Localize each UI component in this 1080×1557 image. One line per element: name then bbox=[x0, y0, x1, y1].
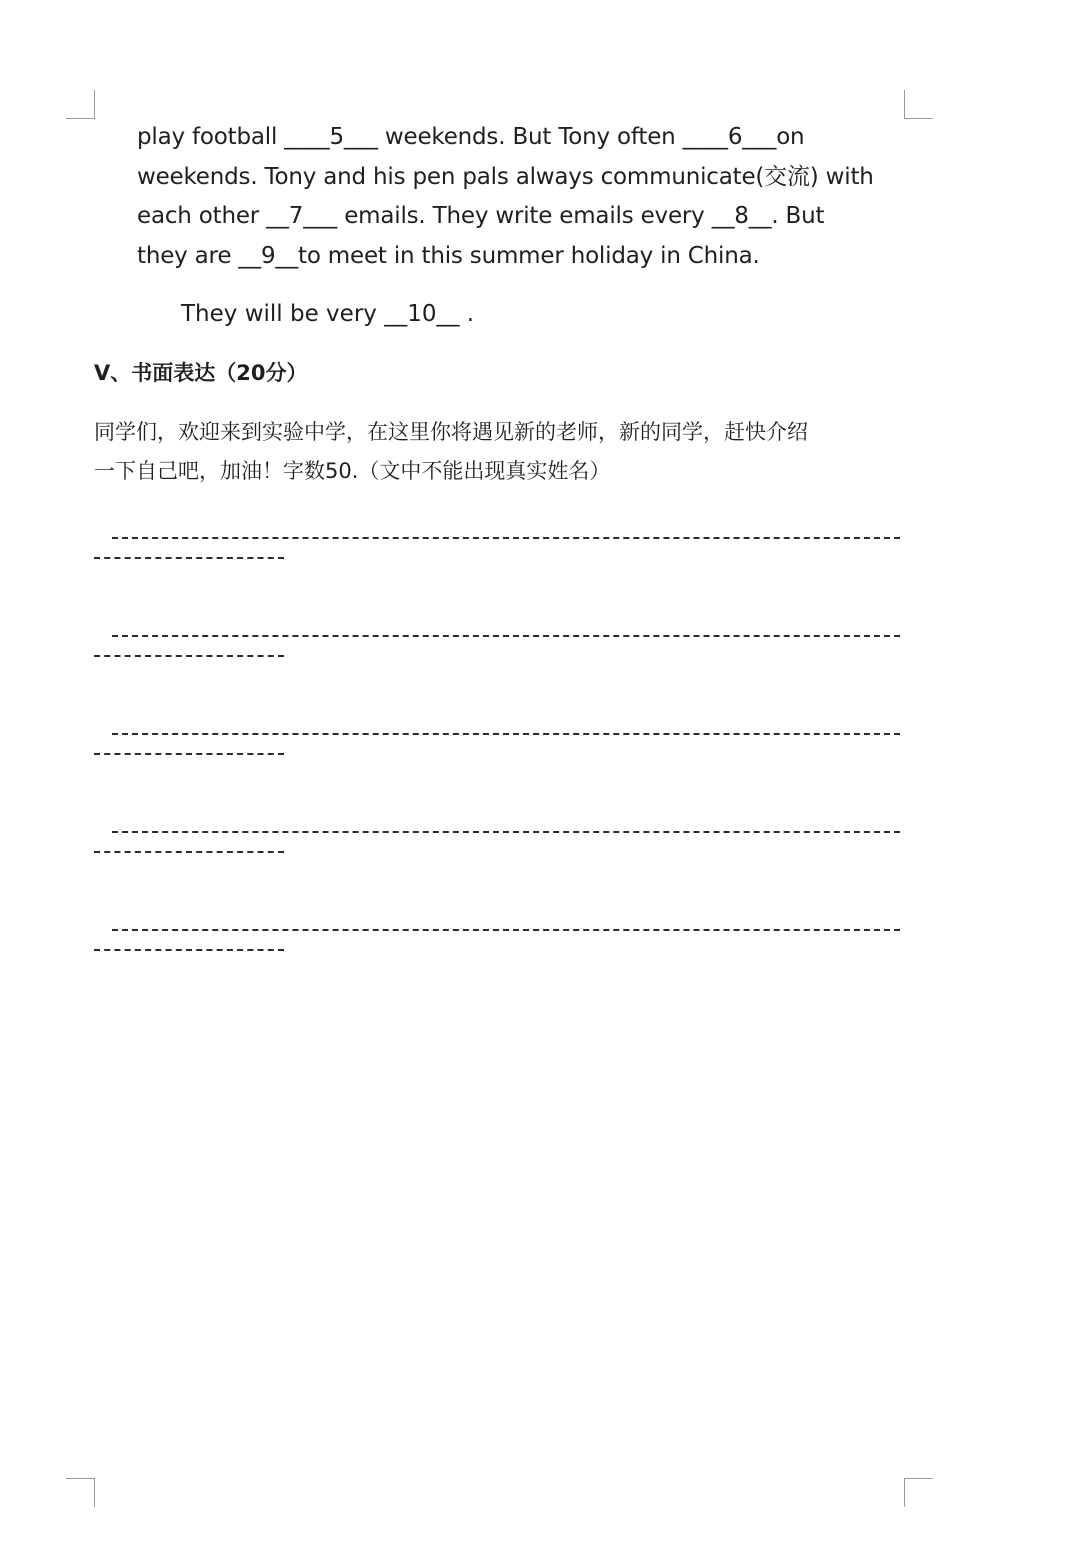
writing-instruction bbox=[94, 413, 904, 491]
answer-line-short bbox=[94, 637, 284, 657]
answer-line-long bbox=[112, 515, 900, 539]
answer-line-long bbox=[112, 613, 900, 637]
section-heading: V、书面表达（20分） bbox=[94, 361, 308, 385]
instruction-line: 一下自己吧，加油！字数50.（文中不能出现真实姓名） bbox=[94, 459, 611, 483]
answer-line-short bbox=[94, 735, 284, 755]
answer-line-1[interactable] bbox=[94, 515, 904, 559]
answer-line-3[interactable] bbox=[94, 711, 904, 755]
passage-line: each other __7___ emails. They write emails every __8__. But bbox=[137, 203, 825, 229]
answer-line-long bbox=[112, 711, 900, 735]
answer-line-short bbox=[94, 931, 284, 951]
passage-line: they are __9__to meet in this summer holiday in China. bbox=[137, 242, 760, 269]
margin-mark-top-right bbox=[904, 90, 933, 119]
answer-line-short bbox=[94, 833, 284, 853]
reading-passage bbox=[137, 118, 897, 276]
margin-mark-bottom-left bbox=[66, 1478, 95, 1507]
margin-mark-bottom-right bbox=[904, 1478, 933, 1507]
answer-line-2[interactable] bbox=[94, 613, 904, 657]
answer-line-short bbox=[94, 539, 284, 559]
passage-line: weekends. Tony and his pen pals always communicate(交流) with bbox=[137, 163, 874, 190]
answer-line-5[interactable] bbox=[94, 907, 904, 951]
answer-line-4[interactable] bbox=[94, 809, 904, 853]
instruction-line: 同学们，欢迎来到实验中学，在这里你将遇见新的老师，新的同学，赶快介绍 bbox=[94, 420, 808, 444]
passage-closing-line: They will be very __10__ . bbox=[181, 301, 475, 327]
margin-mark-top-left bbox=[66, 90, 95, 119]
passage-line: play football ____5___ weekends. But Tony often ____6___on bbox=[137, 124, 805, 150]
answer-line-long bbox=[112, 809, 900, 833]
answer-line-long bbox=[112, 907, 900, 931]
